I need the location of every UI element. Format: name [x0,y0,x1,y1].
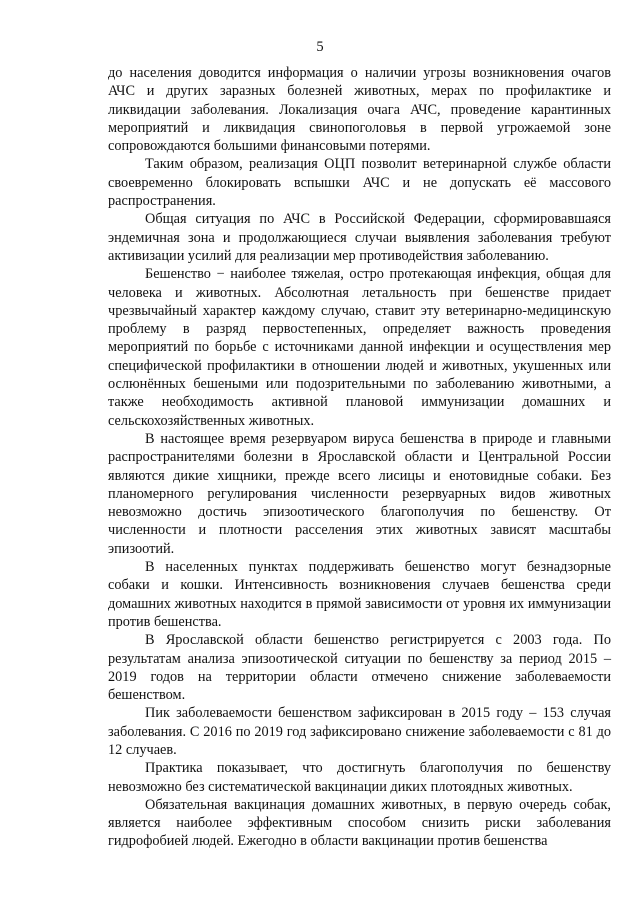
paragraph-peak-incidence: Пик заболеваемости бешенством зафиксирован в 2015 году – 153 случая заболевания. С 2016 по 2019 год зафиксировано снижение заболеваемости с 81 до 12 случаев. [108,705,611,758]
paragraph-yaroslavl-registration: В Ярославской области бешенство регистрируется с 2003 года. По результатам анализа эпизоотической ситуации по бешенству за период 2015 – 2019 годов на территории области отмечено снижение заболеваемости бешенством. [108,632,611,704]
paragraph-ocp-summary: Таким образом, реализация ОЦП позволит ветеринарной службе области своевременно блокировать вспышки АЧС и не допускать её массового распространения. [108,156,611,210]
paragraph-asf-russia: Общая ситуация по АЧС в Российской Федерации, сформировавшаяся эндемичная зона и продолжающиеся случаи выявления заболевания требуют активизации усилий для реализации мер противодействия заболеванию. [108,211,611,264]
document-body [108,64,611,851]
paragraph-practice: Практика показывает, что достигнуть благополучия по бешенству невозможно без систематической вакцинации диких плотоядных животных. [108,760,611,795]
paragraph-settlements: В населенных пунктах поддерживать бешенство могут безнадзорные собаки и кошки. Интенсивность возникновения случаев бешенства среди домашних животных находится в прямой зависимости от уровня их иммунизации против бешенства. [108,559,611,630]
paragraph-rabies-definition: Бешенство − наиболее тяжелая, остро протекающая инфекция, общая для человека и животных. Абсолютная летальность при бешенстве придает чрезвычайный характер каждому случаю, ставит эту ветеринарно-медицинскую проблему в разряд первостепенных, определяет важность проведения мероприятий по борьбе с источниками данной инфекции и осуществления мер специфической профилактики в отношении людей и животных, укушенных или ослюнённых бешеными или подозрительными по заболеванию животными, а также необходимость активной плановой иммунизации домашних и сельскохозяйственных животных. [108,266,611,429]
paragraph-mandatory-vaccination: Обязательная вакцинация домашних животных, в первую очередь собак, является наиболее эффективным способом снизить риски заболевания гидрофобией людей. Ежегодно в области вакцинации против бешенства [108,796,611,850]
page-number: 5 [316,39,324,55]
paragraph-rabies-reservoir: В настоящее время резервуаром вируса бешенства в природе и главными распространителями болезни в Ярославской области и Центральной России являются дикие хищники, прежде всего лисицы и енотовидные собаки. Без планомерного регулирования численности резервуарных видов животных невозможно достичь эпизоотического благополучия по бешенству. От численности и плотности расселения этих животных зависят масштабы эпизоотий. [108,430,611,557]
paragraph-continued: до населения доводится информация о наличии угрозы возникновения очагов АЧС и других заразных болезней животных, мерах по профилактике и ликвидации заболевания. Локализация очага АЧС, проведение карантинных мероприятий и ликвидация свинопоголовья в первой угрожаемой зоне сопровождаются большими финансовыми потерями. [108,65,611,155]
